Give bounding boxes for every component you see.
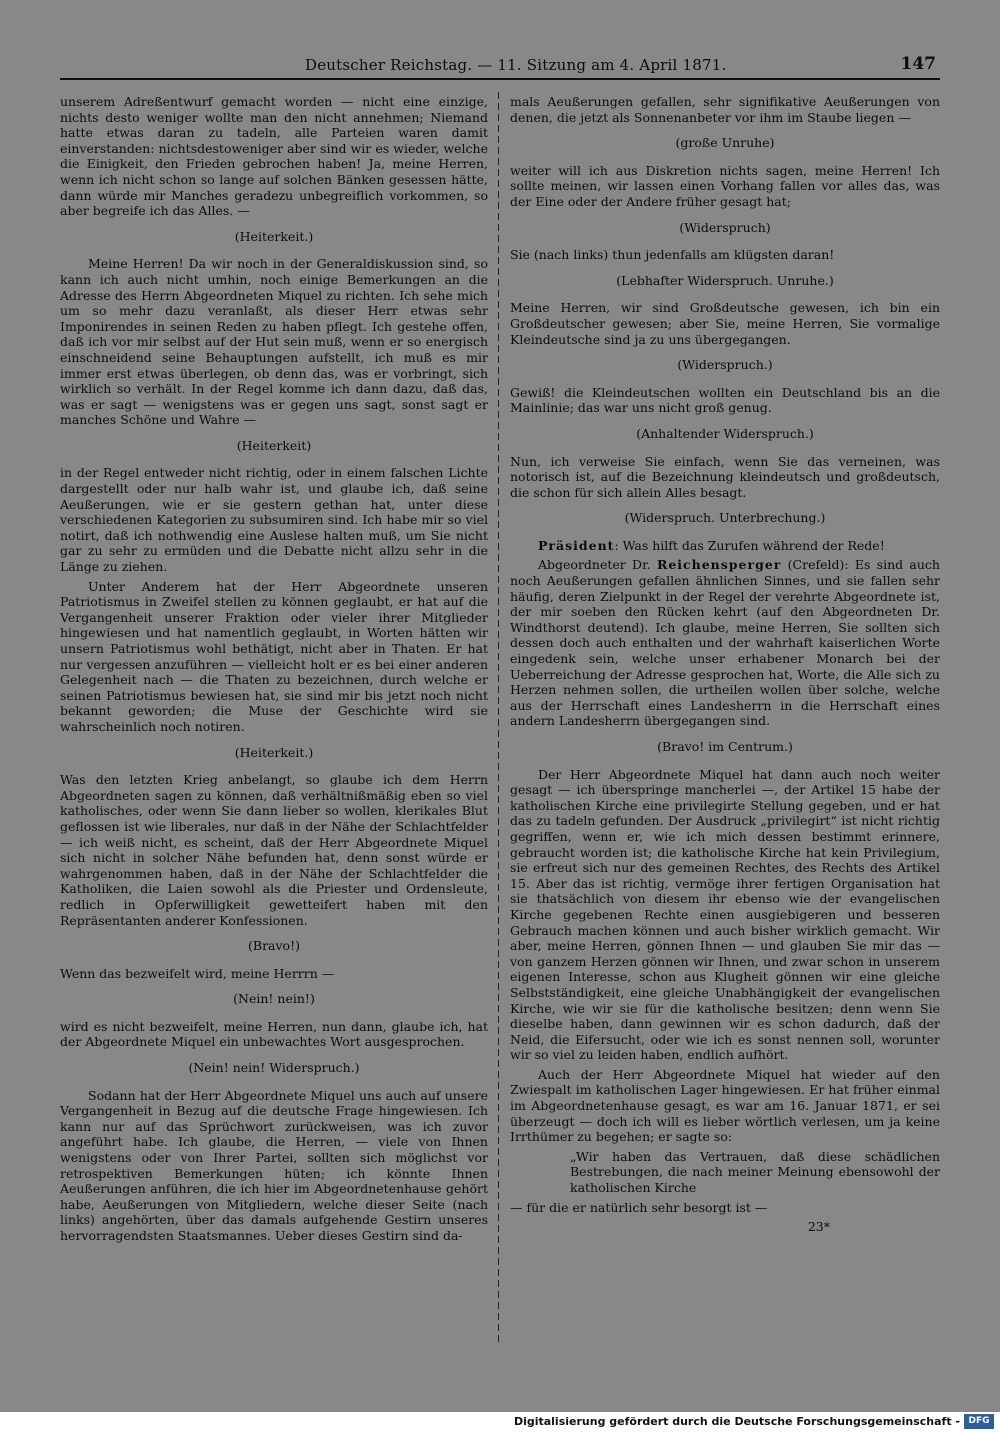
- digitization-footer: [0, 1412, 1000, 1432]
- paragraph: Wenn das bezweifelt wird, meine Herrrn —: [60, 965, 335, 981]
- stage-direction: (Heiterkeit.): [234, 228, 314, 244]
- paragraph: Sie (nach links) thun jedenfalls am klügsten daran!: [510, 247, 835, 263]
- paragraph: unserem Adreßentwurf gemacht worden — nicht eine einzige, nichts desto weniger wollte man den nicht annehmen; Niemand hatte etwas daran zu tadeln, alle Parteien waren damit einverstanden: nichtsdestoweniger aber sind wir es wieder, welche die Einigkeit, den Frieden gebrochen haben! Ja, meine Herren, wenn ich nicht schon so lange auf solchen Bänken gesessen hätte, dann würde mir Manches geradezu unbegreiflich vorkommen, so aber begreife ich das Alles. —: [60, 94, 488, 219]
- stage-direction: (Anhaltender Widerspruch.): [636, 425, 814, 441]
- paragraph: mals Aeußerungen gefallen, sehr signifikative Aeußerungen von denen, die jetzt als Sonnenanbeter vor ihm im Staube liegen —: [510, 94, 940, 125]
- stage-direction: (Lebhafter Widerspruch. Unruhe.): [616, 272, 834, 288]
- funding-note: Digitalisierung gefördert durch die Deutsche Forschungsgemeinschaft -: [513, 1415, 960, 1428]
- stage-direction: (Heiterkeit.): [234, 744, 314, 760]
- paragraph: weiter will ich aus Diskretion nichts sagen, meine Herren! Ich sollte meinen, wir lassen einen Vorhang fallen vor alles das, was der Eine oder der Andere früher gesagt hat;: [510, 162, 940, 209]
- paragraph: — für die er natürlich sehr besorgt ist —: [510, 1199, 768, 1215]
- paragraph: wird es nicht bezweifelt, meine Herren, nun dann, glaube ich, hat der Abgeordnete Miquel ein unbewachtes Wort ausgesprochen.: [60, 1018, 488, 1050]
- left-column: [60, 94, 488, 1248]
- speaker-prefix: Abgeordneter Dr.: [538, 557, 657, 573]
- page-number: 147: [900, 54, 936, 74]
- page-header: [60, 52, 940, 78]
- block-quote: „Wir haben das Vertrauen, daß diese schädlichen Bestrebungen, die nach meiner Meinung ebensowohl der katholischen Kirche: [570, 1148, 940, 1196]
- stage-direction: (Widerspruch): [679, 219, 771, 235]
- paragraph: Was den letzten Krieg anbelangt, so glaube ich dem Herrn Abgeordneten sagen zu können, daß verhältnißmäßig eben so viel katholisches, oder wenn Sie dann lieber so wollen, klerikales Blut geflossen ist wie liberales, nur daß in der Nähe der Schlachtfelder — ich weiß nicht, es scheint, daß der Herr Abgeordnete Miquel sich nicht in solcher Nähe befunden hat, denn sonst würde er wahrgenommen haben, daß in der Nähe der Schlachtfelder die Katholiken, die Laien sowohl als die Priester und Ordensleute, redlich in Opferwilligkeit gewetteifert haben mit den Repräsentanten anderer Konfessionen.: [60, 772, 488, 928]
- stage-direction: (Widerspruch. Unterbrechung.): [624, 510, 826, 526]
- right-column: [510, 94, 940, 1235]
- stage-direction: (Nein! nein!): [233, 991, 315, 1007]
- speaker-name: Reichensperger: [656, 557, 782, 573]
- paragraph: Gewiß! die Kleindeutschen wollten ein Deutschland bis an die Mainlinie; das war uns nicht groß genug.: [510, 384, 940, 416]
- column-divider: [498, 92, 499, 1342]
- president-remark: [510, 538, 940, 554]
- paragraph: Der Herr Abgeordnete Miquel hat dann auch noch weiter gesagt — ich überspringe mancherlei —, der Artikel 15 habe der katholischen Kirche eine privilegirte Stellung gegeben, und er hat das zu tadeln gefunden. Der Ausdruck „privilegirt“ ist nicht richtig gegriffen, wenn er, wie ich mich dessen bestimmt erinnere, gebraucht worden ist; die katholische Kirche hat kein Privilegium, sie erfreut sich nur des gemeinen Rechtes, des Rechts des Artikel 15. Aber das ist richtig, vermöge ihrer fertigen Organisation hat sie thatsächlich von diesem ihr ebenso wie der evangelischen Kirche gegebenen Rechte einen ausgiebigeren und besseren Gebrauch machen können und auch bisher wirklich gemacht. Wir aber, meine Herren, gönnen Ihnen — und glauben Sie mir das — von ganzem Herzen gönnen wir Ihnen, und zwar schon in unserem eigenen Interesse, schon aus Klugheit gönnen wir eine gleiche Selbstständigkeit, eine gleiche Unabhängigkeit der evangelischen Kirche, wie wir sie für die katholische besitzen; denn wenn Sie dieselbe haben, dann gewinnen wir es schon dadurch, daß der Neid, die Eifersucht, oder wie ich es sonst nennen soll, worunter wir so viel zu leiden haben, endlich aufhört.: [510, 766, 940, 1063]
- remark-text: : Was hilft das Zurufen während der Rede!: [614, 537, 885, 553]
- paragraph: Meine Herren! Da wir noch in der Generaldiskussion sind, so kann ich auch nicht umhin, noch einige Bemerkungen an die Adresse des Herrn Abgeordneten Miquel zu richten. Ich sehe mich um so mehr dazu veranlaßt, als dieser Herr etwas sehr Imponirendes in seinen Reden zu haben pflegt. Ich gestehe offen, daß ich vor mir selbst auf der Hut sein muß, wenn er so energisch einschneidend seine Behauptungen aufstellt, ich muß es mir immer erst etwas überlegen, ob denn das, was er vorbringt, sich wirklich so verhält. In der Regel komme ich dann dazu, daß das, was er sagt — wenigstens was er gegen uns sagt, sonst sagt er manches Schöne und Wahre —: [60, 256, 488, 428]
- stage-direction: (große Unruhe): [675, 135, 775, 151]
- paragraph: in der Regel entweder nicht richtig, oder in einem falschen Lichte dargestellt oder nur halb wahr ist, und glaube ich, daß seine Aeußerungen, wie er sie gestern gethan hat, unter diese verschiedenen Kategorien zu subsumiren sind. Ich habe mir so viel notirt, daß ich nothwendig eine Auslese halten muß, um Sie nicht gar zu sehr zu ermüden und die Debatte nicht allzu sehr in die Länge zu ziehen.: [60, 465, 488, 575]
- paragraph: Nun, ich verweise Sie einfach, wenn Sie das verneinen, was notorisch ist, auf die Bezeichnung kleindeutsch und großdeutsch, die schon für sich allein Alles besagt.: [510, 453, 940, 500]
- speech-text: (Crefeld): Es sind auch noch Aeußerungen gefallen ähnlichen Sinnes, und sie fallen sehr häufig, deren Zielpunkt in der Regel der verehrte Abgeordnete ist, der mir soeben den Rücken kehrt (auf den Abgeordneten Dr. Windthorst deutend). Ich glaube, meine Herren, Sie sollten sich dessen doch auch enthalten und der wahrhaft kaiserlichen Worte eingedenk sein, welche unser erhabener Monarch bei der Ueberreichung der Adresse gesprochen hat, Worte, die Alle sich zu Herzen nehmen sollen, die urtheilen wollen über solche, welche aus der Herrschaft eines Landesherrn in die Herrschaft eines andern Landesherrn übergegangen sind.: [510, 557, 940, 729]
- stage-direction: (Heiterkeit): [236, 437, 312, 453]
- sheet-signature: 23*: [807, 1219, 830, 1235]
- paragraph: Auch der Herr Abgeordnete Miquel hat wieder auf den Zwiespalt im katholischen Lager hingewiesen. Er hat früher einmal im Abgeordnetenhause gesagt, es war am 16. Januar 1871, er sei überzeugt — doch ich will es lieber wörtlich verlesen, um ja keine Irrthümer zu begehen; er sagte so:: [510, 1066, 940, 1145]
- running-title: Deutscher Reichstag. — 11. Sitzung am 4. April 1871.: [305, 56, 727, 74]
- stage-direction: (Widerspruch.): [677, 357, 773, 373]
- paragraph: Meine Herren, wir sind Großdeutsche gewesen, ich bin ein Großdeutscher gewesen; aber Sie, meine Herren, Sie vormalige Kleindeutsche sind ja zu uns übergegangen.: [510, 300, 940, 347]
- stage-direction: (Bravo! im Centrum.): [657, 739, 793, 754]
- speaker-label: Präsident: [538, 537, 615, 553]
- stage-direction: (Bravo!): [248, 938, 300, 954]
- stage-direction: (Nein! nein! Widerspruch.): [188, 1060, 360, 1076]
- dfg-logo-icon: DFG: [964, 1414, 994, 1429]
- paragraph: Sodann hat der Herr Abgeordnete Miquel uns auch auf unsere Vergangenheit in Bezug auf die deutsche Frage hingewiesen. Ich kann nur auf das Sprüchwort zurückweisen, was ich zuvor angeführt habe. Ich glaube, die Herren, — viele von Ihnen wenigstens oder von Ihrer Partei, sollten sich möglichst vor retrospektiven Bemerkungen hüten; ich könnte Ihnen Aeußerungen anführen, die ich hier im Abgeordnetenhause gehört habe, Aeußerungen von Mitgliedern, welche dieser Seite (nach links) angehörten, über das damals aufgehende Gestirn unseres hervorragendsten Staatsmannes. Ueber dieses Gestirn sind da-: [60, 1087, 488, 1243]
- paragraph: Unter Anderem hat der Herr Abgeordnete unseren Patriotismus in Zweifel stellen zu können geglaubt, er hat auf die Vergangenheit unserer Fraktion oder vieler ihrer Mitglieder hingewiesen und hat namentlich geglaubt, in Worten hätten wir unsern Patriotismus wohl bethätigt, nicht aber in Thaten. Er hat nur vergessen anzuführen — vielleicht holt er es bei einer anderen Gelegenheit nach — die Thaten zu bezeichnen, durch welche er seinen Patriotismus bewiesen hat, sie sind mir bis jetzt noch nicht bekannt geworden; die Muse der Geschichte wird sie wahrscheinlich noch notiren.: [60, 578, 488, 734]
- header-rule: [60, 78, 940, 80]
- speech-paragraph: [510, 557, 940, 729]
